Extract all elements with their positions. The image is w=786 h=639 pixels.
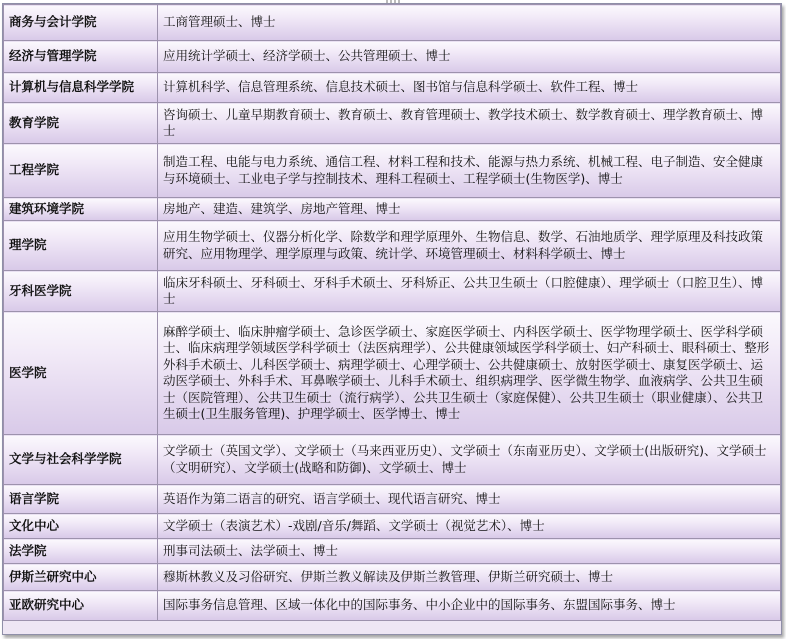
- degree-list: 国际事务信息管理、区域一体化中的国际事务、中小企业中的国际事务、东盟国际事务、博士: [158, 591, 781, 621]
- table-row: [4, 591, 781, 621]
- degree-list: 刑事司法硕士、法学硕士、博士: [158, 539, 781, 564]
- table-row: [4, 271, 781, 312]
- college-name: 工程学院: [4, 144, 158, 198]
- college-name: 法学院: [4, 539, 158, 564]
- table-row: [4, 539, 781, 564]
- college-name: 亚欧研究中心: [4, 591, 158, 621]
- table-row: [4, 5, 781, 41]
- degree-list: 穆斯林教义及习俗研究、伊斯兰教义解读及伊斯兰教管理、伊斯兰研究硕士、博士: [158, 564, 781, 591]
- table-row: [4, 221, 781, 271]
- table-row: [4, 144, 781, 198]
- degree-list: 麻醉学硕士、临床肿瘤学硕士、急诊医学硕士、家庭医学硕士、内科医学硕士、医学物理学硕士、医学科学硕士、临床病理学领域医学科学硕士（法医病理学）、公共健康领域医学科学硕士、妇产科硕士、眼科硕士、整形外科手术硕士、儿科医学硕士、病理学硕士、心理学硕士、公共健康硕士、放射医学硕士、康复医学硕士、运动医学硕士、外科手术、耳鼻喉学硕士、儿科手术硕士、组织病理学、医学微生物学、血液病学、公共卫生硕士（医院管理）、公共卫生硕士（流行病学）、公共卫生硕士（家庭保健）、公共卫生硕士（职业健康）、公共卫生硕士(卫生服务管理)、护理学硕士、医学博士、博士: [158, 312, 781, 435]
- college-name: 理学院: [4, 221, 158, 271]
- table-row: [4, 41, 781, 73]
- table-row: [4, 73, 781, 103]
- table-row: [4, 514, 781, 539]
- degree-list: 咨询硕士、儿童早期教育硕士、教育硕士、教育管理硕士、教学技术硕士、数学教育硕士、理学教育硕士、博士: [158, 103, 781, 144]
- table-row: [4, 198, 781, 221]
- degree-list: 工商管理硕士、博士: [158, 5, 781, 41]
- college-name: 商务与会计学院: [4, 5, 158, 41]
- degree-list: 应用统计学硕士、经济学硕士、公共管理硕士、博士: [158, 41, 781, 73]
- program-table: [3, 4, 781, 621]
- college-name: 医学院: [4, 312, 158, 435]
- program-table-frame: [2, 3, 782, 635]
- degree-list: 文学硕士（表演艺术）-戏剧/音乐/舞蹈、文学硕士（视觉艺术）、博士: [158, 514, 781, 539]
- table-row: [4, 103, 781, 144]
- college-name: 牙科医学院: [4, 271, 158, 312]
- college-name: 建筑环境学院: [4, 198, 158, 221]
- table-row: [4, 312, 781, 435]
- college-name: 经济与管理学院: [4, 41, 158, 73]
- degree-list: 临床牙科硕士、牙科硕士、牙科手术硕士、牙科矫正、公共卫生硕士（口腔健康）、理学硕士（口腔卫生）、博士: [158, 271, 781, 312]
- college-name: 语言学院: [4, 485, 158, 514]
- degree-list: 房地产、建造、建筑学、房地产管理、博士: [158, 198, 781, 221]
- college-name: 计算机与信息科学学院: [4, 73, 158, 103]
- college-name: 文化中心: [4, 514, 158, 539]
- table-row: [4, 564, 781, 591]
- degree-list: 制造工程、电能与电力系统、通信工程、材料工程和技术、能源与热力系统、机械工程、电子制造、安全健康与环境硕士、工业电子学与控制技术、理科工程硕士、工程学硕士(生物医学)、博士: [158, 144, 781, 198]
- degree-list: 英语作为第二语言的研究、语言学硕士、现代语言研究、博士: [158, 485, 781, 514]
- college-name: 伊斯兰研究中心: [4, 564, 158, 591]
- college-name: 教育学院: [4, 103, 158, 144]
- degree-list: 文学硕士（英国文学）、文学硕士（马来西亚历史）、文学硕士（东南亚历史）、文学硕士(出版研究)、文学硕士（文明研究）、文学硕士(战略和防御)、文学硕士、博士: [158, 435, 781, 485]
- degree-list: 计算机科学、信息管理系统、信息技术硕士、图书馆与信息科学硕士、软件工程、博士: [158, 73, 781, 103]
- table-row: [4, 435, 781, 485]
- table-row: [4, 485, 781, 514]
- college-name: 文学与社会科学学院: [4, 435, 158, 485]
- degree-list: 应用生物学硕士、仪器分析化学、除数学和理学原理外、生物信息、数学、石油地质学、理学原理及科技政策研究、应用物理学、理学原理与政策、统计学、环境管理硕士、材料科学硕士、博士: [158, 221, 781, 271]
